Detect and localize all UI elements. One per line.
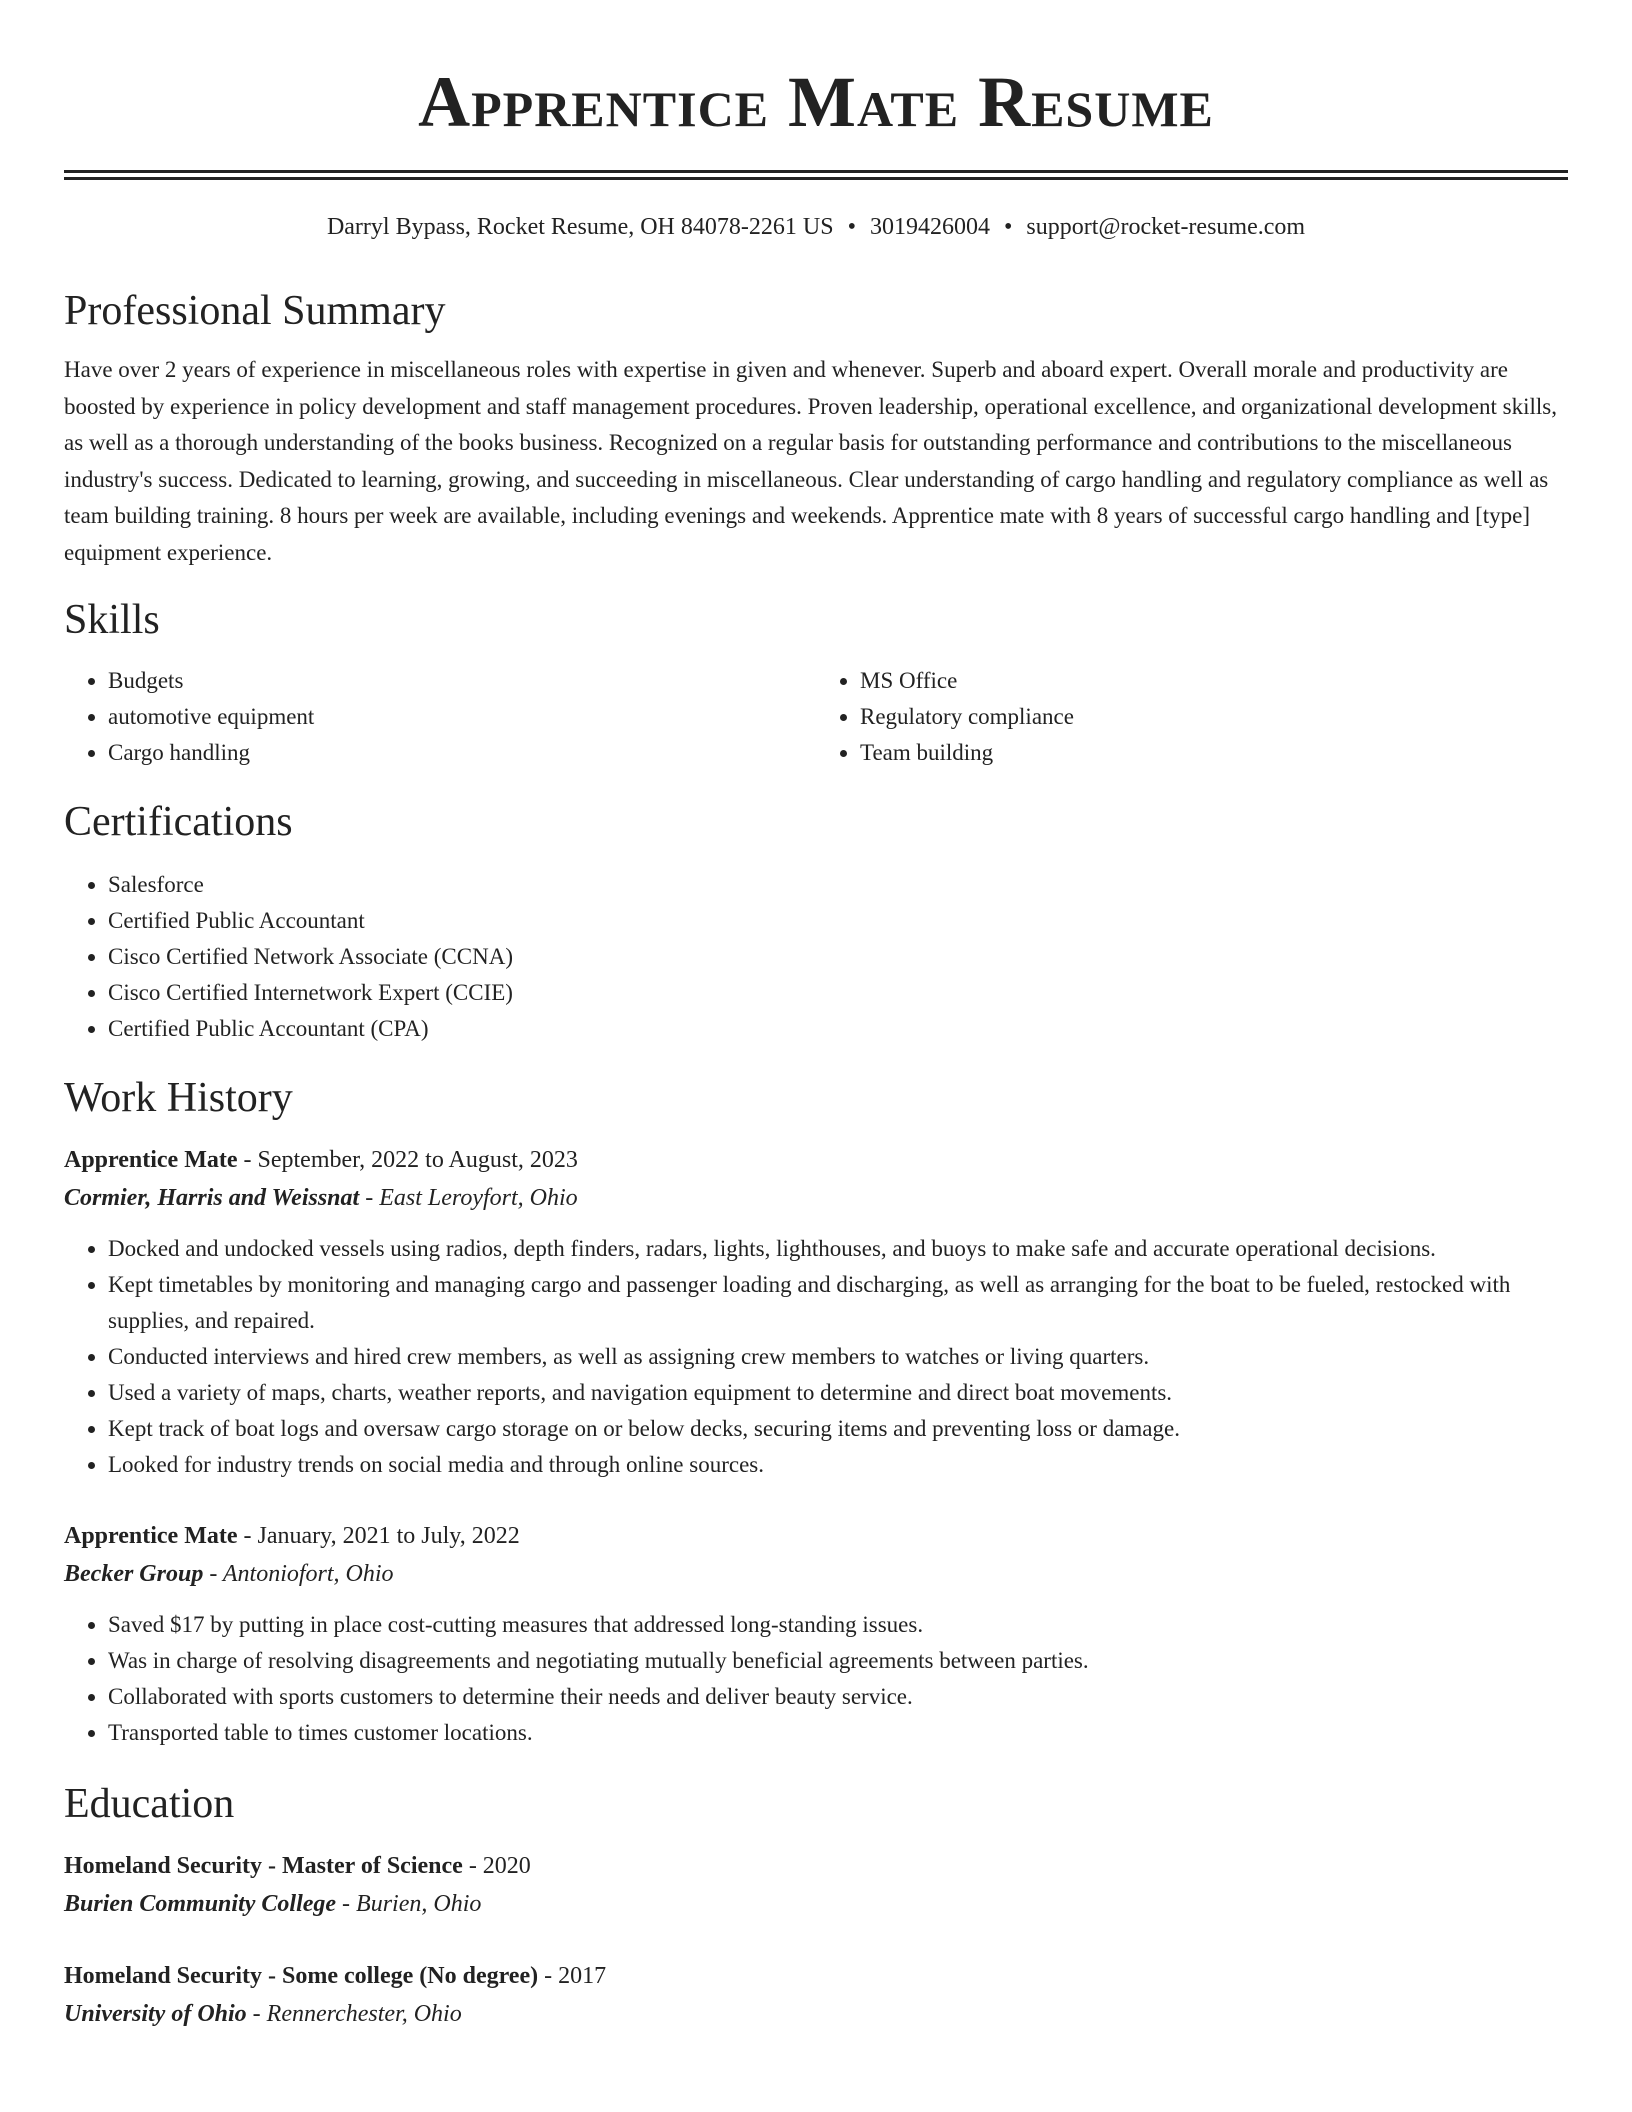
skill-item: • Budgets (108, 663, 816, 699)
contact-separator: • (847, 214, 856, 240)
job-bullet: • Was in charge of resolving disagreements and negotiating mutually beneficial agreements between parties. (108, 1643, 1568, 1679)
education-heading: Education (64, 1781, 235, 1827)
job-bullet: • Collaborated with sports customers to determine their needs and deliver beauty service. (108, 1679, 1568, 1715)
job-entry (64, 1517, 1568, 1751)
contact-address: Darryl Bypass, Rocket Resume, OH 84078-2261 US (326, 214, 834, 240)
job-title: Apprentice Mate (64, 1147, 238, 1173)
education-school: Burien Community College (64, 1891, 337, 1917)
job-bullet: • Used a variety of maps, charts, weather reports, and navigation equipment to determine and direct boat movements. (108, 1375, 1568, 1411)
skills-heading: Skills (64, 597, 160, 643)
certifications-list (64, 867, 1568, 1047)
job-company-line (64, 1555, 1568, 1593)
contact-line (64, 212, 1568, 242)
skill-item: • MS Office (860, 663, 1568, 699)
job-company: Cormier, Harris and Weissnat (64, 1185, 360, 1211)
certification-item: • Certified Public Accountant (CPA) (108, 1011, 1568, 1047)
skill-item: • Cargo handling (108, 735, 816, 771)
education-school-line (64, 1885, 1568, 1923)
education-entry (64, 1957, 1568, 2033)
summary-heading: Professional Summary (64, 288, 446, 334)
job-entry (64, 1141, 1568, 1483)
job-bullet: • Kept timetables by monitoring and managing cargo and passenger loading and discharging, as well as arranging for the boat to be fueled, restocked with supplies, and repaired. (108, 1267, 1568, 1339)
education-degree: Homeland Security - Some college (No degree) (64, 1963, 539, 1989)
job-bullet: • Looked for industry trends on social media and through online sources. (108, 1447, 1568, 1483)
job-location: - Antoniofort, Ohio (203, 1561, 394, 1587)
job-bullets (64, 1607, 1568, 1751)
job-bullet: • Kept track of boat logs and oversaw cargo storage on or below decks, securing items and preventing loss or damage. (108, 1411, 1568, 1447)
education-degree-line (64, 1847, 1568, 1885)
job-dates: - September, 2022 to August, 2023 (237, 1147, 578, 1173)
job-title-line (64, 1141, 1568, 1179)
job-bullets (64, 1231, 1568, 1483)
contact-phone: 3019426004 (869, 214, 990, 240)
title-double-rule (64, 170, 1568, 180)
education-year: - 2017 (538, 1963, 607, 1989)
job-company: Becker Group (64, 1561, 204, 1587)
job-bullet: • Saved $17 by putting in place cost-cutting measures that addressed long-standing issues. (108, 1607, 1568, 1643)
skills-columns (64, 663, 1568, 771)
skill-item: • Regulatory compliance (860, 699, 1568, 735)
job-title: Apprentice Mate (64, 1523, 238, 1549)
skills-list-left (64, 663, 816, 771)
education-degree: Homeland Security - Master of Science (64, 1853, 463, 1879)
summary-text: Have over 2 years of experience in miscellaneous roles with expertise in given and whenever. Superb and aboard expert. Overall morale and productivity are boosted by experience in policy development and staff management procedures. Proven leadership, operational excellence, and organizational development skills, as well as a thorough understanding of the books business. Recognized on a regular basis for outstanding performance and contributions to the miscellaneous industry's success. Dedicated to learning, growing, and succeeding in miscellaneous. Clear understanding of cargo handling and regulatory compliance as well as team building training. 8 hours per week are available, including evenings and weekends. Apprentice mate with 8 years of successful cargo handling and [type] equipment experience. (64, 357, 1558, 565)
job-bullet: • Docked and undocked vessels using radios, depth finders, radars, lights, lighthouses, and buoys to make safe and accurate operational decisions. (108, 1231, 1568, 1267)
skill-item: • Team building (860, 735, 1568, 771)
resume-title: Apprentice Mate Resume (418, 62, 1214, 142)
certification-item: • Cisco Certified Network Associate (CCNA) (108, 939, 1568, 975)
work-history-heading: Work History (64, 1075, 293, 1121)
education-location: - Burien, Ohio (336, 1891, 482, 1917)
job-company-line (64, 1179, 1568, 1217)
education-degree-line (64, 1957, 1568, 1995)
job-dates: - January, 2021 to July, 2022 (237, 1523, 520, 1549)
education-school: University of Ohio (64, 2001, 247, 2027)
skill-item: • automotive equipment (108, 699, 816, 735)
certification-item: • Cisco Certified Internetwork Expert (CCIE) (108, 975, 1568, 1011)
job-bullet: • Transported table to times customer locations. (108, 1715, 1568, 1751)
contact-email: support@rocket-resume.com (1026, 214, 1306, 240)
education-location: - Rennerchester, Ohio (246, 2001, 462, 2027)
certification-item: • Certified Public Accountant (108, 903, 1568, 939)
skills-list-right (816, 663, 1568, 771)
job-bullet: • Conducted interviews and hired crew members, as well as assigning crew members to watches or living quarters. (108, 1339, 1568, 1375)
contact-separator: • (1003, 214, 1013, 240)
education-year: - 2020 (462, 1853, 531, 1879)
certifications-heading: Certifications (64, 799, 293, 845)
education-entry (64, 1847, 1568, 1923)
job-location: - East Leroyfort, Ohio (359, 1185, 578, 1211)
job-title-line (64, 1517, 1568, 1555)
education-school-line (64, 1995, 1568, 2033)
certification-item: • Salesforce (108, 867, 1568, 903)
